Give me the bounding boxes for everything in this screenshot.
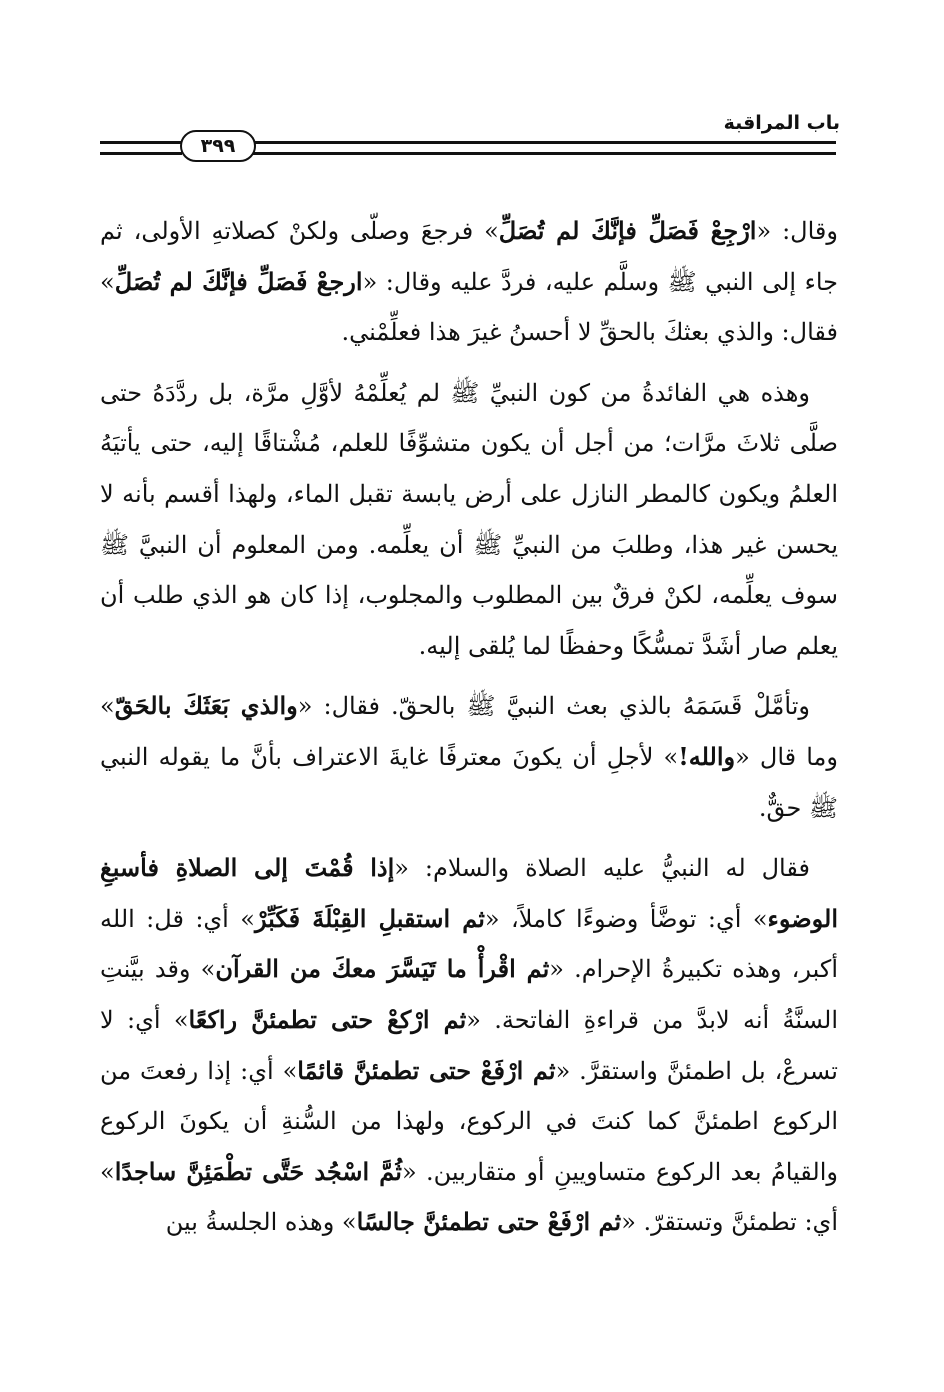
text-run: » أي: تطمئنَّ وتستقرّ. « bbox=[100, 1157, 838, 1237]
paragraph-3 bbox=[100, 681, 838, 833]
text-run: » وما قال « bbox=[100, 692, 838, 771]
page-number: ٣٩٩ bbox=[180, 130, 256, 162]
hadith-quote: إذا قُمْتَ إلى الصلاةِ فأسبغِ الوضوء bbox=[100, 853, 838, 933]
paragraph-1 bbox=[100, 206, 838, 358]
header-rule-right bbox=[250, 141, 836, 155]
hadith-quote: والله! bbox=[678, 741, 736, 771]
page-header bbox=[96, 112, 840, 156]
text-run: » لأجلِ أن يكونَ معترفًا غايةَ الاعتراف بأنَّ ما يقوله النبي ﷺ حقٌّ. bbox=[100, 742, 838, 822]
text-run: » أي: لا تسرعْ، بل اطمئنَّ واستقرَّ. « bbox=[100, 1005, 838, 1085]
text-run: وهذه هي الفائدةُ من كون النبيِّ ﷺ لم يُعلِّمْهُ لأوَّلِ مرَّة، بل ردَّدَهُ حتى صلَّى ثلاثَ مرَّات؛ من أجل أن يكون متشوِّفًا للعلم، مُشْتاقًا إليه، حتى يأتيَهُ العلمُ ويكون كالمطر النازل على أرض يابسة تقبل الماء، ولهذا أقسم بأنه لا يحسن غير هذا، وطلبَ من النبيِّ ﷺ أن يعلِّمه. ومن المعلوم أن النبيَّ ﷺ سوف يعلِّمه، لكنْ فرقٌ بين المطلوب والمجلوب، إذا كان هو الذي طلب أن يعلم صار أشَدَّ تمسُّكًا وحفظًا لما يُلقى إليه. bbox=[100, 378, 838, 660]
hadith-quote: ثم ارْكعْ حتى تطمئنَّ راكعًا bbox=[188, 1004, 467, 1034]
hadith-quote: ارجعْ فَصَلِّ فإنَّكَ لم تُصَلِّ bbox=[114, 266, 363, 296]
hadith-quote: ارْجِعْ فَصَلِّ فإنَّكَ لم تُصَلِّ bbox=[498, 216, 757, 245]
text-run: » أي: إذا رفعتَ من الركوع اطمئنَّ كما كنتَ في الركوع، ولهذا من السُّنةِ أن يكونَ الركوع والقيامُ بعد الركوع متساويينِ أو متقاربين. « bbox=[100, 1056, 839, 1186]
text-run: فقال له النبيُّ عليه الصلاة والسلام: « bbox=[394, 854, 810, 883]
hadith-quote: ثُمَّ اسْجُد حَتَّى تطْمَئِنَّ ساجدًا bbox=[114, 1156, 402, 1186]
text-run: » وهذه الجلسةُ بين bbox=[165, 1208, 357, 1237]
text-run: وقال: « bbox=[756, 217, 838, 245]
hadith-quote: ثم اقْرأْ ما تَيَسَّرَ معكَ من القرآن bbox=[215, 954, 550, 984]
paragraph-2 bbox=[100, 368, 838, 672]
text-run: » وقد بيَّنتِ السنَّةُ أنه لابدَّ من قراءةِ الفاتحة. « bbox=[100, 955, 838, 1034]
text-run: » فرجعَ وصلّى ولكنْ كصلاتهِ الأولى، ثم جاء إلى النبي ﷺ وسلَّم عليه، فردَّ عليه وقال: « bbox=[100, 217, 838, 296]
page-body bbox=[100, 206, 838, 1258]
text-run: » فقال: والذي بعثكَ بالحقِّ لا أحسنُ غيرَ هذا فعلِّمْني. bbox=[100, 267, 838, 347]
text-run: » أي: قل: الله أكبر، وهذه تكبيرةُ الإحرام. « bbox=[100, 904, 838, 984]
hadith-quote: ثم استقبلِ القِبْلَةَ فَكَبِّرْ bbox=[254, 903, 485, 933]
text-run: وتأمَّلْ قَسَمَهُ بالذي بعث النبيَّ ﷺ بالحقّ. فقال: « bbox=[297, 692, 810, 721]
chapter-title: باب المراقبة bbox=[723, 112, 840, 134]
text-run: » أي: توضَّأ وضوءًا كاملاً، « bbox=[484, 904, 768, 933]
hadith-quote: ثم ارْفَعْ حتى تطمئنَّ قائمًا bbox=[297, 1055, 556, 1085]
hadith-quote: والذي بَعَثَكَ بالحَقّ bbox=[114, 691, 298, 721]
paragraph-4 bbox=[100, 843, 838, 1248]
hadith-quote: ثم ارْفَعْ حتى تطمئنَّ جالسًا bbox=[356, 1207, 622, 1237]
header-rule-left bbox=[100, 141, 182, 155]
